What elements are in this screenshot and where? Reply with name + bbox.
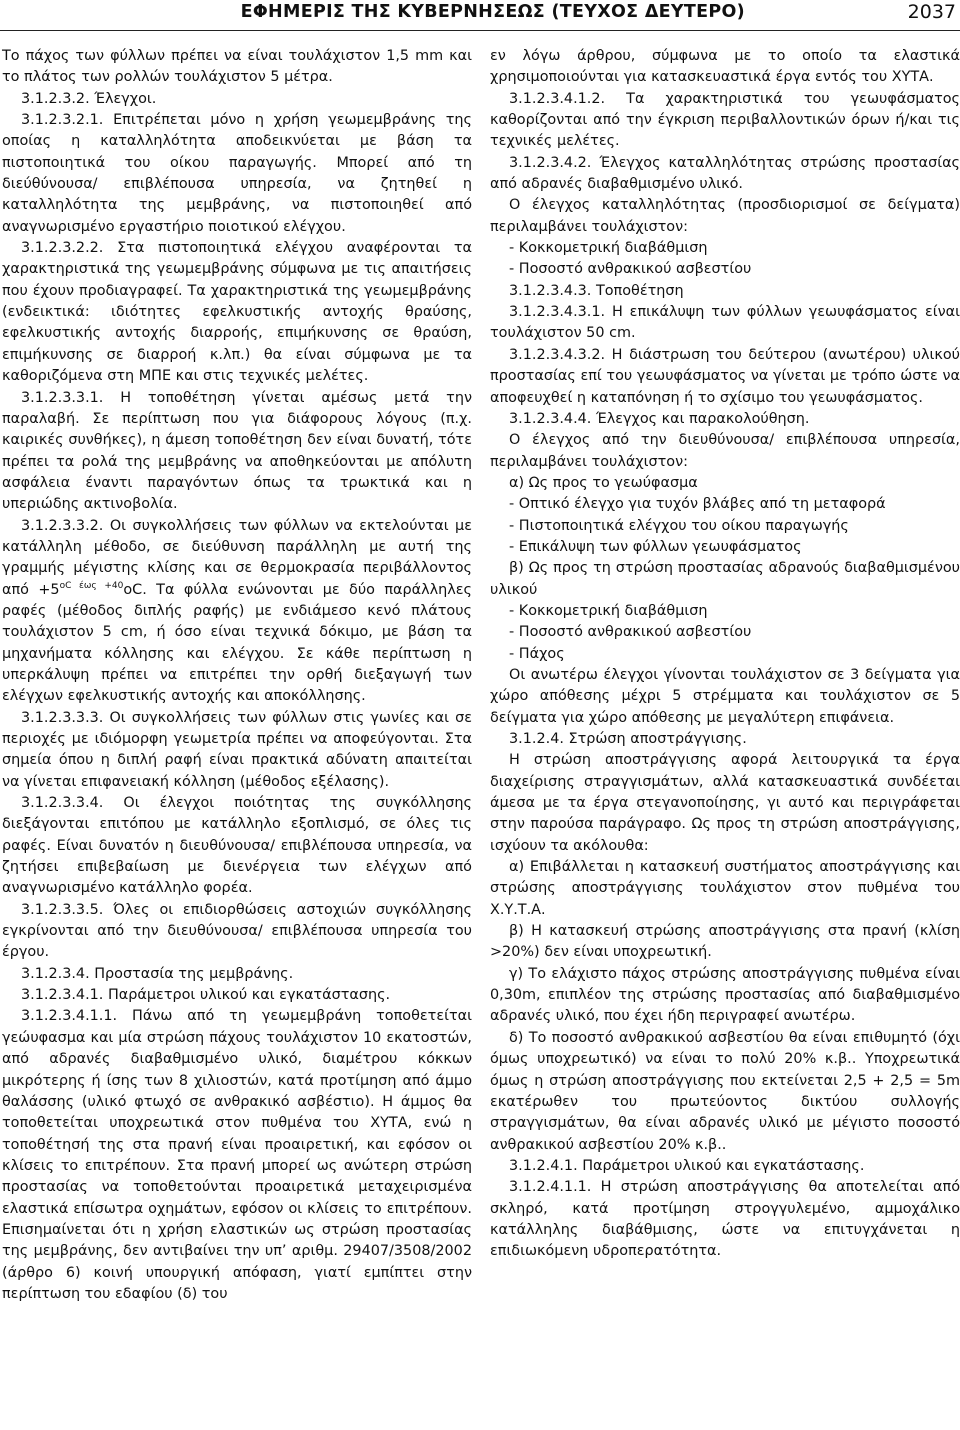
- left-column: [2, 46, 472, 1305]
- list-item: - Ποσοστό ανθρακικού ασβεστίου: [509, 261, 752, 278]
- header-rule: [0, 30, 960, 31]
- list-item: β) Ως προς τη στρώση προστασίας αδρανούς διαβαθμισμένου υλικού: [490, 560, 960, 598]
- paragraph: 3.1.2.3.3.4. Οι έλεγχοι ποιότητας της συγκόλλησης διεξάγονται επιτόπου με κατάλληλο εξοπλισμό, σε όλες τις ραφές. Είναι δυνατόν η διευθύνουσα/ επιβλέπουσα υπηρεσία, να ζητήσει επιβεβαίωση με διενέργεια των ελέγχων από αναγνωρισμένο κατάλληλο φορέα.: [2, 795, 472, 897]
- page-header: [0, 0, 960, 34]
- paragraph: Οι ανωτέρω έλεγχοι γίνονται τουλάχιστον σε 3 δείγματα για χώρο απόθεσης μέχρι 5 στρέμματα και τουλάχιστον σε 5 δείγματα για χώρο απόθεσης με μεγαλύτερη επιφάνεια.: [490, 666, 960, 726]
- list-item: - Οπτικό έλεγχο για τυχόν βλάβες από τη μεταφορά: [509, 496, 886, 513]
- paragraph: εν λόγω άρθρου, σύμφωνα με το οποίο τα ελαστικά χρησιμοποιούνται για κατασκευαστικά έργα εντός του ΧΥΤΑ.: [490, 48, 960, 86]
- section-heading: 3.1.2.3.4.1. Παράμετροι υλικού και εγκατάστασης.: [21, 987, 391, 1004]
- list-item: - Ποσοστό ανθρακικού ασβεστίου: [509, 624, 752, 641]
- paragraph: Ο έλεγχος καταλληλότητας (προσδιορισμοί σε δείγματα) περιλαμβάνει τουλάχιστον:: [490, 197, 960, 235]
- list-item: - Πιστοποιητικά ελέγχου του οίκου παραγωγής: [509, 517, 849, 534]
- list-item: - Πάχος: [509, 645, 565, 662]
- list-item: - Κοκκομετρική διαβάθμιση: [509, 240, 708, 257]
- paragraph: 3.1.2.3.4.2. Έλεγχος καταλληλότητας στρώσης προστασίας από αδρανές διαβαθμισμένο υλικό.: [490, 154, 960, 193]
- paragraph: 3.1.2.3.4.3.2. Η διάστρωση του δεύτερου (ανωτέρου) υλικού προστασίας επί του γεωυφάσματος να γίνεται με τρόπο ώστε να αποφευχθεί η καταπόνηση ή το σχίσιμο του γεωυφάσματος.: [490, 346, 960, 406]
- paragraph: 3.1.2.3.4.1.1. Πάνω από τη γεωμεμβράνη τοποθετείται γεώυφασμα και μία στρώση πάχους τουλάχιστον 10 εκατοστών, από αδρανές διαβαθμισμένο υλικό, διαμέτρου κόκκων μικρότερης ή ίσης των 8 χιλιοστών, κατά προτίμηση από άμμο θαλάσσης (υλικό φτωχό σε ανθρακικό ασβέστιο). Η άμμος θα τοποθετείται υποχρεωτικά στον πυθμένα του ΧΥΤΑ, ενώ η τοποθέτησή της στα πρανή είναι προαιρετική, και εφόσον οι κλίσεις το επιτρέπουν. Στα πρανή μπορεί ως ανώτερη στρώση προστασίας να τοποθετούνται προαιρετικά μεταχειρισμένα ελαστικά επίσωτρα οχημάτων, εφόσον οι κλίσεις το επιτρέπουν. Επισημαίνεται ότι η χρήση ελαστικών ως στρώση προστασίας της μεμβράνης, δεν αντιβαίνει την υπ’ αριθμ. 29407/3508/2002 (άρθρο 6) κοινή υπουργική απόφαση, γιατί εμπίπτει στην περίπτωση του εδαφίου (δ) του: [2, 1008, 472, 1302]
- paragraph: Ο έλεγχος από την διευθύνουσα/ επιβλέπουσα υπηρεσία, περιλαμβάνει τουλάχιστον:: [490, 432, 960, 470]
- text-run: 3.1.2.3.3.2. Οι συγκολλήσεις των φύλλων να εκτελούνται με κατάλληλη μέθοδο, σε διεύθυνση παράλληλη με αυτή της γραμμής μέγιστης κλίσης και σε θερμοκρασία περιβάλλοντος από +5: [2, 517, 472, 598]
- paragraph: β) Η κατασκευή στρώσης αποστράγγισης στα πρανή (κλίση >20%) δεν είναι υποχρεωτική.: [490, 923, 960, 961]
- paragraph: 3.1.2.3.2.2. Στα πιστοποιητικά ελέγχου αναφέρονται τα χαρακτηριστικά της γεωμεμβράνης σύμφωνα με τις απαιτήσεις που έχουν προδιαγραφεί. Τα χαρακτηριστικά της γεωμεμβράνης (ενδεικτικά: ιδιότητες εφελκυστικής αντοχής θραύσης, εφελκυστικής αντοχής διαρροής, επιμήκυνσης σε θραύση, επιμήκυνσης σε διαρροή κ.λπ.) θα είναι σύμφωνα με τα καθοριζόμενα στη ΜΠΕ και στις τεχνικές μελέτες.: [2, 240, 472, 385]
- paragraph: 3.1.2.3.4.3.1. Η επικάλυψη των φύλλων γεωυφάσματος είναι τουλάχιστον 50 cm.: [490, 304, 960, 342]
- gazette-title: ΕΦΗΜΕΡΙΣ ΤΗΣ ΚΥΒΕΡΝΗΣΕΩΣ (ΤΕΥΧΟΣ ΔΕΥΤΕΡΟ): [240, 2, 745, 22]
- degree-sign: οC έως +40: [59, 580, 124, 591]
- paragraph: 3.1.2.3.2.1. Επιτρέπεται μόνο η χρήση γεωμεμβράνης της οποίας η καταλληλότητα αποδεικνύεται με βάση τα πιστοποιητικά του οίκου παραγωγής. Μπορεί από τη διεύθύνουσα/ επιβλέπουσα υπηρεσία, να ζητηθεί η καταλληλότητα της μεμβράνης, να πιστοποιηθεί από αναγνωρισμένο εργαστήριο ποιοτικού ελέγχου.: [2, 112, 472, 235]
- section-heading: 3.1.2.3.4. Προστασία της μεμβράνης.: [21, 965, 294, 982]
- list-item: - Επικάλυψη των φύλλων γεωυφάσματος: [509, 538, 802, 555]
- paragraph: Το πάχος των φύλλων πρέπει να είναι τουλάχιστον 1,5 mm και το πλάτος των ρολλών τουλάχιστον 5 μέτρα.: [2, 48, 472, 86]
- list-item: - Κοκκομετρική διαβάθμιση: [509, 602, 708, 619]
- paragraph: 3.1.2.4.1.1. Η στρώση αποστράγγισης θα αποτελείται από σκληρό, κατά προτίμηση στρογγυλεμένο, αμμοχάλικο κατάλληλης διαβάθμισης, ώστε να επιτυγχάνεται η επιδιωκόμενη υδροπερατότητα.: [490, 1179, 960, 1260]
- paragraph: δ) Το ποσοστό ανθρακικού ασβεστίου θα είναι επιθυμητό (όχι όμως υποχρεωτικό) να είναι το πολύ 20% κ.β.. Υποχρεωτικά όμως η στρώση αποστράγγισης που εκτείνεται 2,5 + 2,5 = 5m εκατέρωθεν του πρωτεύοντος δικτύου συλλογής στραγγισμάτων, θα είναι αδρανές υλικό με μέγιστο ποσοστό ανθρακικού ασβεστίου 20% κ.β..: [490, 1029, 960, 1153]
- section-heading: 3.1.2.3.2. Έλεγχοι.: [21, 90, 157, 107]
- section-heading: 3.1.2.4. Στρώση αποστράγγισης.: [509, 731, 747, 747]
- page-number: 2037: [907, 1, 956, 23]
- section-heading: 3.1.2.3.4.3. Τοποθέτηση: [509, 282, 684, 299]
- paragraph: α) Επιβάλλεται η κατασκευή συστήματος αποστράγγισης και στρώσης αποστράγγισης τουλάχιστον στον πυθμένα του Χ.Υ.Τ.Α.: [490, 859, 960, 918]
- paragraph: [2, 516, 472, 708]
- paragraph: γ) Το ελάχιστο πάχος στρώσης αποστράγγισης πυθμένα είναι 0,30m, επιπλέον της στρώσης προστασίας από διαβαθμισμένο αδρανές υλικό, που έχει ήδη περιγραφεί ανωτέρω.: [490, 965, 960, 1025]
- list-item: α) Ως προς το γεωύφασμα: [509, 474, 698, 491]
- paragraph: 3.1.2.3.3.1. Η τοποθέτηση γίνεται αμέσως μετά την παραλαβή. Σε περίπτωση που για διάφορους λόγους (π.χ. καιρικές συνθήκες), η άμεση τοποθέτηση δεν είναι δυνατή, τότε πρέπει τα ρολά της μεμβράνης να αποθηκεύονται με απόλυτη ασφάλεια έναντι παραγόντων όπως τα τρωκτικά και η υπεριώδης ακτινοβολία.: [2, 389, 472, 513]
- paragraph: Η στρώση αποστράγγισης αφορά λειτουργικά τα έργα διαχείρισης στραγγισμάτων, αλλά κατασκευαστικά συνδέεται άμεσα με τα έργα στεγανοποίησης, γι αυτό και περιγράφεται στην παρούσα παράγραφο. Ως προς τη στρώση αποστράγγισης, ισχύουν τα ακόλουθα:: [490, 752, 960, 854]
- section-heading: 3.1.2.4.1. Παράμετροι υλικού και εγκατάστασης.: [509, 1157, 865, 1174]
- paragraph: 3.1.2.3.4.1.2. Τα χαρακτηριστικά του γεωυφάσματος καθορίζονται από την έγκριση περιβαλλοντικών όρων ή/και τις τεχνικές μελέτες.: [490, 90, 960, 150]
- paragraph: 3.1.2.3.3.3. Οι συγκολλήσεις των φύλλων στις γωνίες και σε περιοχές με ιδιόμορφη γεωμετρία πρέπει να αποφεύγονται. Στα σημεία όπου η διπλή ραφή είναι πρακτικά αδύνατη απαιτείται να γίνεται επιφανειακή κόλληση (μέθοδος εξέλασης).: [2, 709, 472, 790]
- paragraph: 3.1.2.3.3.5. Όλες οι επιδιορθώσεις αστοχιών συγκόλλησης εγκρίνονται από την διευθύνουσα/ επιβλέπουσα υπηρεσία του έργου.: [2, 901, 472, 961]
- section-heading: 3.1.2.3.4.4. Έλεγχος και παρακολούθηση.: [509, 410, 810, 427]
- text-run: οC. Τα φύλλα ενώνονται με δύο παράλληλες ραφές (μέθοδος διπλής ραφής) με ενδιάμεσο κενό πλάτους τουλάχιστον 5 cm, ή όσο είναι τεχνικά δόκιμο, με βάση τα μηχανήματα κόλλησης και ελέγχου. Σε κάθε περίπτωση η υπερκάλυψη πρέπει να επιτρέπει την ορθή διεξαγωγή των ελέγχων εφελκυστικής αντοχής και αποκόλλησης.: [2, 581, 472, 705]
- right-column: [490, 46, 960, 1263]
